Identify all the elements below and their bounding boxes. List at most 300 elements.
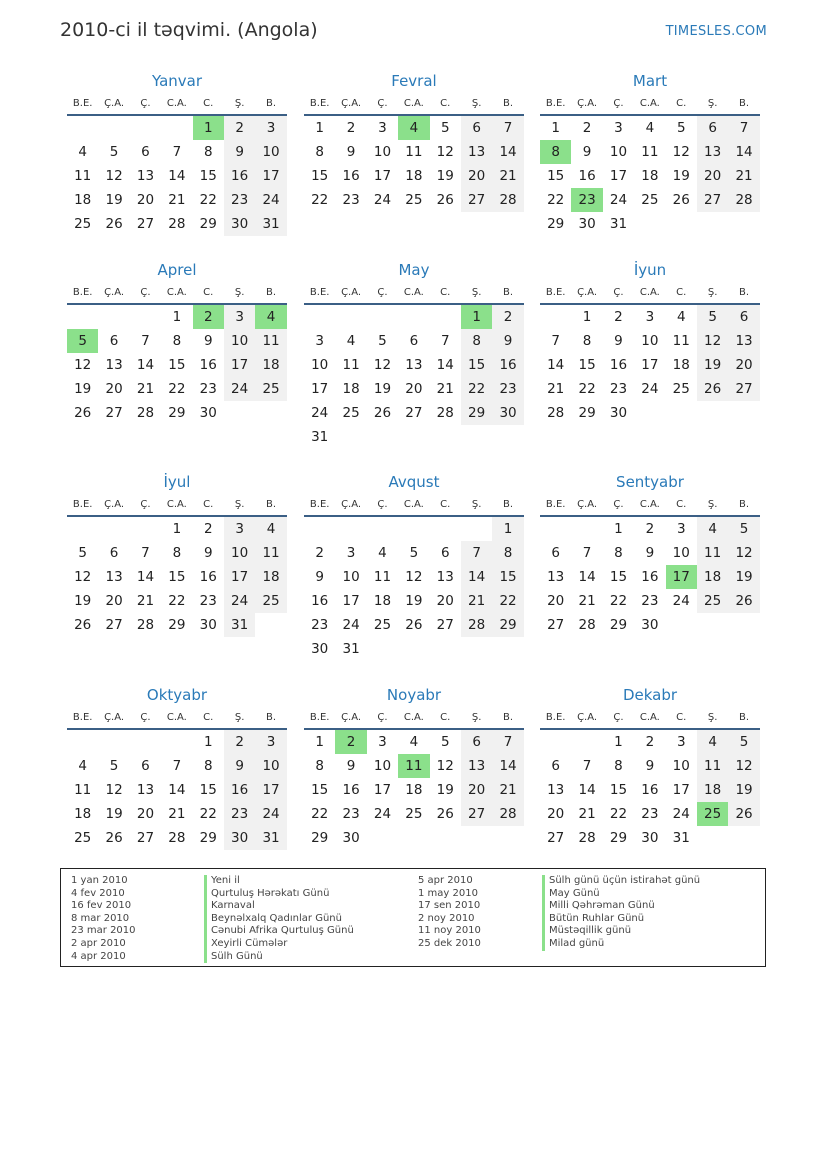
weekday-label: Ç.A. [104, 286, 125, 298]
day-cell: 30 [609, 405, 628, 421]
weekday-label: Ç. [613, 498, 624, 510]
day-cell: 6 [109, 545, 119, 561]
day-cell: 2 [614, 309, 623, 325]
day-cell: 15 [311, 168, 329, 184]
holiday-day-cell: 2 [335, 730, 366, 754]
day-cell: 2 [224, 730, 255, 754]
day-cell: 16 [609, 357, 628, 373]
day-cell: 15 [609, 782, 628, 798]
day-cell: 18 [405, 168, 423, 184]
day-cell: 15 [492, 565, 523, 589]
day-cell: 21 [492, 164, 523, 188]
day-cell: 14 [578, 569, 596, 585]
day-cell: 31 [311, 429, 329, 445]
weekday-label: B. [739, 711, 750, 723]
day-cell: 21 [547, 381, 565, 397]
empty-cell [540, 730, 571, 754]
day-cell: 1 [203, 734, 213, 750]
day-cell: 27 [547, 617, 565, 633]
day-cell: 14 [436, 357, 454, 373]
day-cell: 1 [172, 309, 182, 325]
day-grid [540, 517, 760, 637]
day-cell: 30 [224, 826, 255, 850]
day-cell: 6 [728, 305, 759, 329]
day-cell: 30 [492, 401, 523, 425]
empty-cell [335, 305, 366, 329]
holiday-name: Sülh Günü [204, 951, 354, 964]
weekday-label: C. [203, 97, 214, 109]
day-cell: 19 [105, 806, 123, 822]
day-cell: 2 [645, 734, 655, 750]
day-cell: 20 [728, 353, 759, 377]
weekday-header [540, 493, 760, 517]
empty-cell [67, 305, 98, 329]
day-cell: 29 [609, 830, 628, 846]
empty-cell [571, 517, 602, 541]
weekday-label: Ş. [707, 711, 718, 723]
day-cell: 3 [378, 734, 387, 750]
day-cell: 17 [224, 565, 255, 589]
day-cell: 25 [255, 589, 286, 613]
day-cell: 24 [373, 192, 392, 208]
day-cell: 27 [461, 188, 492, 212]
weekday-label: Ş. [234, 97, 245, 109]
weekday-label: B.E. [309, 711, 330, 723]
day-cell: 12 [74, 569, 92, 585]
day-cell: 23 [609, 381, 628, 397]
day-cell: 28 [492, 188, 523, 212]
day-cell: 8 [315, 144, 324, 160]
day-cell: 9 [614, 333, 623, 349]
weekday-label: Ç.A. [577, 97, 598, 109]
day-cell: 15 [609, 569, 628, 585]
day-cell: 12 [105, 782, 123, 798]
day-cell: 15 [168, 357, 186, 373]
holiday-date: 25 dek 2010 [418, 937, 481, 949]
day-cell: 22 [461, 377, 492, 401]
day-cell: 31 [342, 641, 360, 657]
holiday-day-cell: 25 [697, 802, 728, 826]
day-cell: 24 [373, 806, 392, 822]
day-cell: 1 [614, 734, 623, 750]
day-cell: 11 [405, 144, 423, 160]
day-cell: 21 [168, 192, 186, 208]
day-cell: 27 [461, 802, 492, 826]
holiday-day-cell: 5 [67, 329, 98, 353]
day-cell: 5 [440, 734, 450, 750]
weekday-header [67, 493, 287, 517]
day-cell: 11 [74, 782, 92, 798]
weekday-label: B. [503, 286, 514, 298]
day-cell: 20 [547, 593, 565, 609]
day-cell: 24 [609, 192, 628, 208]
day-cell: 26 [436, 806, 454, 822]
day-cell: 9 [224, 754, 255, 778]
day-grid [304, 116, 524, 212]
day-cell: 2 [492, 305, 523, 329]
day-cell: 20 [136, 192, 155, 208]
weekday-label: C. [203, 286, 214, 298]
day-cell: 7 [141, 545, 150, 561]
holiday-day-cell: 4 [255, 305, 286, 329]
day-cell: 5 [109, 758, 119, 774]
day-cell: 13 [697, 140, 728, 164]
empty-cell [398, 305, 429, 329]
holiday-dates-right [418, 875, 481, 951]
day-cell: 5 [697, 305, 728, 329]
day-cell: 7 [492, 730, 523, 754]
day-cell: 30 [311, 641, 329, 657]
day-cell: 6 [551, 758, 560, 774]
weekday-label: Ş. [471, 97, 482, 109]
weekday-header [304, 493, 524, 517]
holiday-date: 1 may 2010 [418, 887, 478, 899]
weekday-label: B.E. [545, 286, 566, 298]
day-cell: 16 [641, 782, 659, 798]
day-cell: 30 [578, 216, 596, 232]
day-cell: 27 [728, 377, 759, 401]
day-cell: 24 [342, 617, 360, 633]
day-cell: 7 [492, 116, 523, 140]
day-cell: 14 [136, 569, 155, 585]
weekday-label: Ç.A. [577, 498, 598, 510]
day-cell: 23 [311, 617, 329, 633]
day-cell: 29 [578, 405, 596, 421]
day-cell: 16 [342, 782, 360, 798]
day-cell: 16 [224, 164, 255, 188]
day-cell: 26 [105, 830, 123, 846]
day-cell: 13 [105, 569, 123, 585]
day-cell: 31 [672, 830, 690, 846]
day-cell: 23 [342, 192, 360, 208]
weekday-label: C. [440, 498, 451, 510]
day-cell: 2 [645, 521, 655, 537]
weekday-label: Ç.A. [104, 498, 125, 510]
weekday-label: C. [676, 498, 687, 510]
holiday-name: Milad günü [542, 938, 700, 951]
day-grid [304, 305, 524, 449]
day-cell: 27 [105, 617, 123, 633]
day-cell: 29 [547, 216, 565, 232]
month-name: Sentyabr [616, 473, 684, 491]
day-cell: 15 [578, 357, 596, 373]
empty-cell [540, 305, 571, 329]
day-cell: 31 [255, 212, 286, 236]
day-cell: 26 [74, 617, 92, 633]
day-cell: 28 [168, 830, 186, 846]
day-cell: 8 [203, 144, 213, 160]
day-cell: 10 [342, 569, 360, 585]
month-name: Yanvar [151, 72, 203, 90]
day-cell: 13 [547, 569, 565, 585]
day-cell: 6 [440, 545, 450, 561]
weekday-label: B.E. [309, 498, 330, 510]
weekday-label: B. [503, 498, 514, 510]
weekday-header [304, 706, 524, 730]
day-cell: 12 [728, 541, 759, 565]
weekday-label: C. [676, 286, 687, 298]
day-cell: 10 [224, 329, 255, 353]
day-cell: 7 [440, 333, 450, 349]
day-cell: 1 [315, 734, 324, 750]
holiday-name: Cənubi Afrika Qurtuluş Günü [204, 925, 354, 938]
weekday-label: Ş. [234, 498, 245, 510]
month-name: İyun [633, 261, 667, 279]
day-cell: 4 [409, 734, 419, 750]
day-cell: 8 [172, 545, 182, 561]
day-grid [540, 116, 760, 236]
weekday-label: B.E. [72, 498, 93, 510]
day-cell: 16 [492, 353, 523, 377]
day-cell: 9 [203, 333, 213, 349]
day-cell: 3 [224, 517, 255, 541]
day-cell: 22 [199, 192, 217, 208]
day-cell: 1 [614, 521, 623, 537]
day-cell: 31 [255, 826, 286, 850]
day-cell: 22 [311, 192, 329, 208]
day-cell: 7 [551, 333, 560, 349]
day-cell: 28 [578, 617, 596, 633]
day-cell: 17 [373, 168, 392, 184]
day-cell: 9 [315, 569, 324, 585]
day-cell: 17 [255, 164, 286, 188]
empty-cell [304, 305, 335, 329]
holiday-name: Karnaval [204, 900, 354, 913]
day-cell: 25 [405, 192, 423, 208]
day-cell: 19 [436, 782, 454, 798]
day-cell: 3 [676, 521, 686, 537]
holiday-day-cell: 2 [193, 305, 224, 329]
day-cell: 29 [199, 830, 217, 846]
month-name: Fevral [391, 72, 437, 90]
day-cell: 5 [78, 545, 87, 561]
day-cell: 18 [641, 168, 659, 184]
day-cell: 30 [199, 617, 217, 633]
day-cell: 10 [373, 144, 392, 160]
day-cell: 22 [168, 381, 186, 397]
empty-cell [130, 730, 161, 754]
holiday-day-cell: 17 [666, 565, 697, 589]
day-cell: 8 [582, 333, 592, 349]
weekday-label: C.A. [403, 711, 424, 723]
day-cell: 14 [492, 140, 523, 164]
day-cell: 4 [676, 309, 686, 325]
day-cell: 10 [672, 758, 690, 774]
day-cell: 1 [315, 120, 324, 136]
weekday-label: Ş. [471, 711, 482, 723]
day-cell: 6 [551, 545, 560, 561]
day-cell: 22 [578, 381, 596, 397]
holiday-name: Yeni il [204, 875, 354, 888]
holiday-date: 2 apr 2010 [71, 937, 126, 949]
day-cell: 26 [728, 802, 759, 826]
day-cell: 4 [78, 144, 87, 160]
day-cell: 14 [492, 754, 523, 778]
day-cell: 2 [203, 521, 213, 537]
empty-cell [367, 517, 398, 541]
month-name: Mart [632, 72, 668, 90]
month-name: Aprel [157, 261, 197, 279]
day-cell: 12 [697, 329, 728, 353]
day-cell: 3 [346, 545, 356, 561]
empty-cell [98, 116, 129, 140]
empty-cell [461, 517, 492, 541]
day-cell: 14 [728, 140, 759, 164]
day-cell: 20 [136, 806, 155, 822]
empty-cell [398, 517, 429, 541]
weekday-label: C.A. [166, 711, 187, 723]
site-brand-link[interactable]: TIMESLES.COM [665, 24, 767, 39]
holiday-name: Qurtuluş Hərəkatı Günü [204, 888, 354, 901]
day-cell: 26 [373, 405, 392, 421]
day-cell: 14 [547, 357, 565, 373]
day-cell: 15 [311, 782, 329, 798]
day-cell: 16 [578, 168, 596, 184]
day-cell: 7 [172, 144, 182, 160]
day-cell: 30 [342, 830, 360, 846]
weekday-label: Ç.A. [341, 711, 362, 723]
weekday-label: Ç. [613, 286, 624, 298]
weekday-label: Ç. [377, 97, 388, 109]
day-cell: 20 [436, 593, 454, 609]
weekday-label: B. [266, 711, 277, 723]
holiday-date: 17 sen 2010 [418, 900, 481, 912]
weekday-label: C. [440, 711, 451, 723]
day-cell: 6 [409, 333, 419, 349]
day-cell: 12 [672, 144, 690, 160]
day-cell: 3 [224, 305, 255, 329]
holiday-name: Milli Qəhrəman Günü [542, 900, 700, 913]
day-cell: 2 [346, 120, 356, 136]
day-cell: 26 [74, 405, 92, 421]
day-cell: 16 [342, 168, 360, 184]
weekday-label: Ç. [613, 711, 624, 723]
day-cell: 10 [641, 333, 659, 349]
month-name: May [398, 261, 430, 279]
weekday-label: C. [440, 286, 451, 298]
day-cell: 23 [342, 806, 360, 822]
day-cell: 21 [136, 593, 155, 609]
empty-cell [304, 517, 335, 541]
holiday-day-cell: 4 [398, 116, 429, 140]
day-cell: 9 [645, 545, 655, 561]
day-cell: 1 [551, 120, 560, 136]
day-cell: 3 [378, 120, 387, 136]
day-cell: 20 [697, 164, 728, 188]
weekday-label: Ş. [234, 286, 245, 298]
day-cell: 11 [342, 357, 360, 373]
holiday-day-cell: 1 [193, 116, 224, 140]
day-cell: 3 [645, 309, 655, 325]
day-cell: 26 [436, 192, 454, 208]
day-cell: 5 [378, 333, 387, 349]
day-cell: 15 [461, 353, 492, 377]
month-calendar [540, 70, 760, 236]
holiday-name: Sülh günü üçün istirahət günü [542, 875, 700, 888]
day-cell: 13 [136, 782, 155, 798]
weekday-label: Ç.A. [104, 97, 125, 109]
day-cell: 25 [74, 830, 92, 846]
day-cell: 22 [609, 593, 628, 609]
day-cell: 28 [492, 802, 523, 826]
day-cell: 12 [105, 168, 123, 184]
weekday-label: Ç. [140, 498, 151, 510]
day-cell: 20 [547, 806, 565, 822]
day-cell: 29 [168, 405, 186, 421]
holiday-date: 8 mar 2010 [71, 912, 130, 924]
day-cell: 21 [436, 381, 454, 397]
weekday-label: B.E. [72, 711, 93, 723]
day-cell: 23 [641, 593, 659, 609]
holiday-day-cell: 1 [461, 305, 492, 329]
day-cell: 11 [697, 754, 728, 778]
month-calendar [304, 259, 524, 449]
empty-cell [67, 517, 98, 541]
weekday-label: C.A. [639, 286, 660, 298]
day-cell: 3 [315, 333, 324, 349]
weekday-label: C.A. [403, 97, 424, 109]
holiday-name: Müstəqillik günü [542, 925, 700, 938]
day-cell: 5 [440, 120, 450, 136]
day-cell: 26 [728, 589, 759, 613]
day-cell: 15 [199, 782, 217, 798]
weekday-label: Ç.A. [341, 498, 362, 510]
weekday-label: B. [503, 97, 514, 109]
day-cell: 19 [697, 353, 728, 377]
day-cell: 7 [728, 116, 759, 140]
day-grid [540, 730, 760, 850]
month-calendar [67, 684, 287, 850]
day-cell: 27 [105, 405, 123, 421]
day-cell: 5 [109, 144, 119, 160]
day-cell: 13 [136, 168, 155, 184]
day-cell: 18 [373, 593, 392, 609]
empty-cell [367, 305, 398, 329]
weekday-label: C. [203, 711, 214, 723]
day-cell: 18 [255, 565, 286, 589]
day-cell: 3 [255, 730, 286, 754]
day-cell: 18 [74, 192, 92, 208]
month-calendar [67, 70, 287, 236]
empty-cell [335, 517, 366, 541]
day-cell: 27 [697, 188, 728, 212]
weekday-label: Ç. [377, 286, 388, 298]
day-cell: 24 [255, 188, 286, 212]
holiday-name: May Günü [542, 888, 700, 901]
weekday-header [304, 92, 524, 116]
day-cell: 4 [78, 758, 87, 774]
day-cell: 16 [224, 778, 255, 802]
day-cell: 22 [492, 589, 523, 613]
day-cell: 9 [582, 144, 592, 160]
day-cell: 28 [136, 405, 155, 421]
day-cell: 26 [405, 617, 423, 633]
day-cell: 12 [74, 357, 92, 373]
empty-cell [98, 517, 129, 541]
day-cell: 6 [697, 116, 728, 140]
weekday-header [67, 92, 287, 116]
weekday-header [540, 281, 760, 305]
weekday-label: B. [739, 286, 750, 298]
day-cell: 14 [168, 782, 186, 798]
day-cell: 9 [645, 758, 655, 774]
weekday-label: B.E. [72, 97, 93, 109]
holiday-date: 23 mar 2010 [71, 925, 136, 937]
day-cell: 26 [672, 192, 690, 208]
weekday-label: C.A. [639, 711, 660, 723]
holiday-day-cell: 11 [398, 754, 429, 778]
day-cell: 19 [373, 381, 392, 397]
